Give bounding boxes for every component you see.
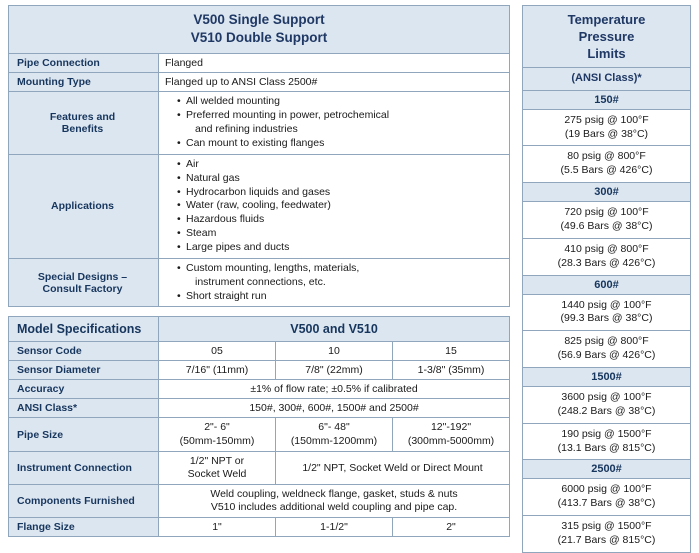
table-row <box>523 331 691 368</box>
row-label-pipe-size: Pipe Size <box>9 418 159 451</box>
table-row <box>523 146 691 183</box>
table-row <box>523 367 691 386</box>
ansi-150-value-1-line2: (19 Bars @ 38°C) <box>564 127 649 140</box>
components-furnished-line2: V510 includes additional weld coupling and pipe cap. <box>210 501 458 514</box>
table-row <box>523 90 691 109</box>
applications-bullet-list <box>165 158 503 255</box>
product-title-line1: V500 Single Support <box>193 12 325 27</box>
features-bullet-list <box>165 95 503 150</box>
ansi-150-value-2 <box>523 146 691 183</box>
row-label-special-designs <box>9 258 159 307</box>
list-item: • Hazardous fluids <box>177 213 503 227</box>
ansi-600-value-1-line2: (99.3 Bars @ 38°C) <box>560 312 653 325</box>
row-value-features-benefits <box>159 92 510 154</box>
table-row <box>523 6 691 68</box>
model-specifications-table <box>8 316 510 537</box>
pipe-size-05 <box>159 418 276 451</box>
pipe-size-15-line2: (300mm-5000mm) <box>407 434 495 447</box>
table-row <box>9 73 510 92</box>
table-row <box>9 54 510 73</box>
table-row <box>9 361 510 380</box>
product-title <box>9 6 510 54</box>
model-specs-header: Model Specifications <box>9 317 159 342</box>
ansi-1500-value-2 <box>523 423 691 460</box>
ansi-class-300: 300# <box>523 183 691 202</box>
table-row <box>523 183 691 202</box>
ansi-class-150: 150# <box>523 90 691 109</box>
list-item: • Hydrocarbon liquids and gases <box>177 186 503 200</box>
row-label-accuracy: Accuracy <box>9 380 159 399</box>
instrument-connection-10-15: 1/2" NPT, Socket Weld or Direct Mount <box>276 451 510 484</box>
ansi-300-value-1-line1: 720 psig @ 100°F <box>564 206 649 219</box>
ansi-150-value-2-line2: (5.5 Bars @ 426°C) <box>560 164 653 177</box>
row-value-applications <box>159 154 510 258</box>
table-row <box>9 451 510 484</box>
ansi-2500-value-1-line2: (413.7 Bars @ 38°C) <box>557 497 656 510</box>
row-value-special-designs <box>159 258 510 307</box>
ansi-150-value-2-line1: 80 psig @ 800°F <box>567 150 646 163</box>
pipe-size-05-line2: (50mm-150mm) <box>179 434 255 447</box>
row-label-components-furnished: Components Furnished <box>9 484 159 517</box>
ansi-150-value-1-line1: 275 psig @ 100°F <box>564 113 649 126</box>
table-row <box>9 380 510 399</box>
ansi-2500-value-1 <box>523 479 691 516</box>
instrument-connection-05 <box>159 451 276 484</box>
table-row <box>523 202 691 239</box>
list-item: • All welded mounting <box>177 95 503 109</box>
special-designs-bullet-list <box>165 262 503 304</box>
ansi-class-2500: 2500# <box>523 460 691 479</box>
sensor-code-05: 05 <box>159 342 276 361</box>
table-row <box>523 294 691 331</box>
ansi-300-value-2-line1: 410 psig @ 800°F <box>564 242 649 255</box>
temperature-pressure-column <box>522 5 690 553</box>
list-item: • Short straight run <box>177 290 503 304</box>
row-label-applications: Applications <box>9 154 159 258</box>
pipe-size-10-line2: (150mm-1200mm) <box>290 434 378 447</box>
list-item: • Custom mounting, lengths, materials, instrument connections, etc. <box>177 262 503 290</box>
row-label-instrument-connection: Instrument Connection <box>9 451 159 484</box>
table-row <box>523 275 691 294</box>
ansi-class-600: 600# <box>523 275 691 294</box>
table-row <box>9 154 510 258</box>
list-item: • Large pipes and ducts <box>177 241 503 255</box>
sensor-diameter-10: 7/8" (22mm) <box>276 361 393 380</box>
temp-pressure-title <box>523 6 691 68</box>
special-designs-line2: Consult Factory <box>42 282 123 295</box>
ansi-1500-value-1 <box>523 386 691 423</box>
row-value-mounting-type: Flanged up to ANSI Class 2500# <box>159 73 510 92</box>
row-label-sensor-code: Sensor Code <box>9 342 159 361</box>
ansi-2500-value-2-line1: 315 psig @ 1500°F <box>561 520 652 533</box>
table-row <box>523 386 691 423</box>
pipe-size-10-line1: 6"- 48" <box>318 421 350 434</box>
special-designs-line1: Special Designs – <box>37 270 128 283</box>
temp-pressure-title-line1: Temperature <box>567 12 646 27</box>
ansi-2500-value-2-line2: (21.7 Bars @ 815°C) <box>557 534 656 546</box>
row-value-pipe-connection: Flanged <box>159 54 510 73</box>
ansi-300-value-1-line2: (49.6 Bars @ 38°C) <box>560 219 653 232</box>
features-label-line1: Features and <box>49 111 116 124</box>
table-row <box>9 92 510 154</box>
components-furnished-value <box>159 484 510 517</box>
flange-size-05: 1" <box>159 518 276 537</box>
row-label-ansi-class: ANSI Class* <box>9 399 159 418</box>
row-label-pipe-connection: Pipe Connection <box>9 54 159 73</box>
product-overview-table <box>8 5 510 307</box>
ansi-1500-value-1-line1: 3600 psig @ 100°F <box>561 390 652 403</box>
ansi-1500-value-2-line2: (13.1 Bars @ 815°C) <box>557 441 656 454</box>
list-item: • Steam <box>177 227 503 241</box>
ansi-class-1500: 1500# <box>523 367 691 386</box>
ansi-1500-value-1-line2: (248.2 Bars @ 38°C) <box>557 404 656 417</box>
temp-pressure-title-line2: Pressure <box>578 28 635 44</box>
sensor-diameter-05: 7/16" (11mm) <box>159 361 276 380</box>
instrument-connection-05-line2: Socket Weld <box>187 467 247 480</box>
sensor-code-15: 15 <box>393 342 510 361</box>
ansi-2500-value-1-line1: 6000 psig @ 100°F <box>561 483 652 496</box>
table-row <box>9 258 510 307</box>
flange-size-10: 1-1/2" <box>276 518 393 537</box>
table-row <box>523 423 691 460</box>
ansi-600-value-2 <box>523 331 691 368</box>
ansi-300-value-1 <box>523 202 691 239</box>
components-furnished-line1: Weld coupling, weldneck flange, gasket, studs & nuts <box>210 487 458 500</box>
row-label-flange-size: Flange Size <box>9 518 159 537</box>
table-row <box>9 317 510 342</box>
ansi-1500-value-2-line1: 190 psig @ 1500°F <box>561 427 652 440</box>
list-item: • Water (raw, cooling, feedwater) <box>177 199 503 213</box>
ansi-600-value-1 <box>523 294 691 331</box>
product-title-line2: V510 Double Support <box>190 30 328 46</box>
accuracy-value: ±1% of flow rate; ±0.5% if calibrated <box>159 380 510 399</box>
ansi-600-value-2-line1: 825 psig @ 800°F <box>564 335 649 348</box>
ansi-class-value: 150#, 300#, 600#, 1500# and 2500# <box>159 399 510 418</box>
ansi-300-value-2-line2: (28.3 Bars @ 426°C) <box>557 256 656 269</box>
table-row <box>9 418 510 451</box>
ansi-150-value-1 <box>523 109 691 146</box>
pipe-size-15-line1: 12"-192" <box>430 421 472 434</box>
table-row <box>523 109 691 146</box>
table-row <box>9 484 510 517</box>
ansi-600-value-1-line1: 1440 psig @ 100°F <box>561 298 652 311</box>
table-row <box>523 516 691 553</box>
ansi-600-value-2-line2: (56.9 Bars @ 426°C) <box>557 349 656 362</box>
table-row <box>523 479 691 516</box>
row-label-mounting-type: Mounting Type <box>9 73 159 92</box>
ansi-300-value-2 <box>523 238 691 275</box>
instrument-connection-05-line1: 1/2" NPT or <box>189 454 245 467</box>
table-row <box>9 399 510 418</box>
table-row <box>9 342 510 361</box>
table-row <box>523 460 691 479</box>
temperature-pressure-table <box>522 5 691 553</box>
table-row <box>9 6 510 54</box>
ansi-2500-value-2 <box>523 516 691 553</box>
list-item: • Preferred mounting in power, petrochemical and refining industries <box>177 109 503 137</box>
table-row <box>523 238 691 275</box>
pipe-size-15 <box>393 418 510 451</box>
row-label-sensor-diameter: Sensor Diameter <box>9 361 159 380</box>
row-label-features-benefits <box>9 92 159 154</box>
list-item: • Air <box>177 158 503 172</box>
flange-size-15: 2" <box>393 518 510 537</box>
list-item: • Natural gas <box>177 172 503 186</box>
features-label-line2: Benefits <box>61 123 104 136</box>
pipe-size-10 <box>276 418 393 451</box>
sensor-code-10: 10 <box>276 342 393 361</box>
pipe-size-05-line1: 2"- 6" <box>204 421 230 434</box>
temp-pressure-title-line3: Limits <box>587 45 626 61</box>
list-item: • Can mount to existing flanges <box>177 137 503 151</box>
sensor-diameter-15: 1-3/8" (35mm) <box>393 361 510 380</box>
left-column <box>8 5 509 537</box>
temp-pressure-subtitle: (ANSI Class)* <box>523 67 691 90</box>
table-row <box>523 67 691 90</box>
model-specs-header-models: V500 and V510 <box>159 317 510 342</box>
